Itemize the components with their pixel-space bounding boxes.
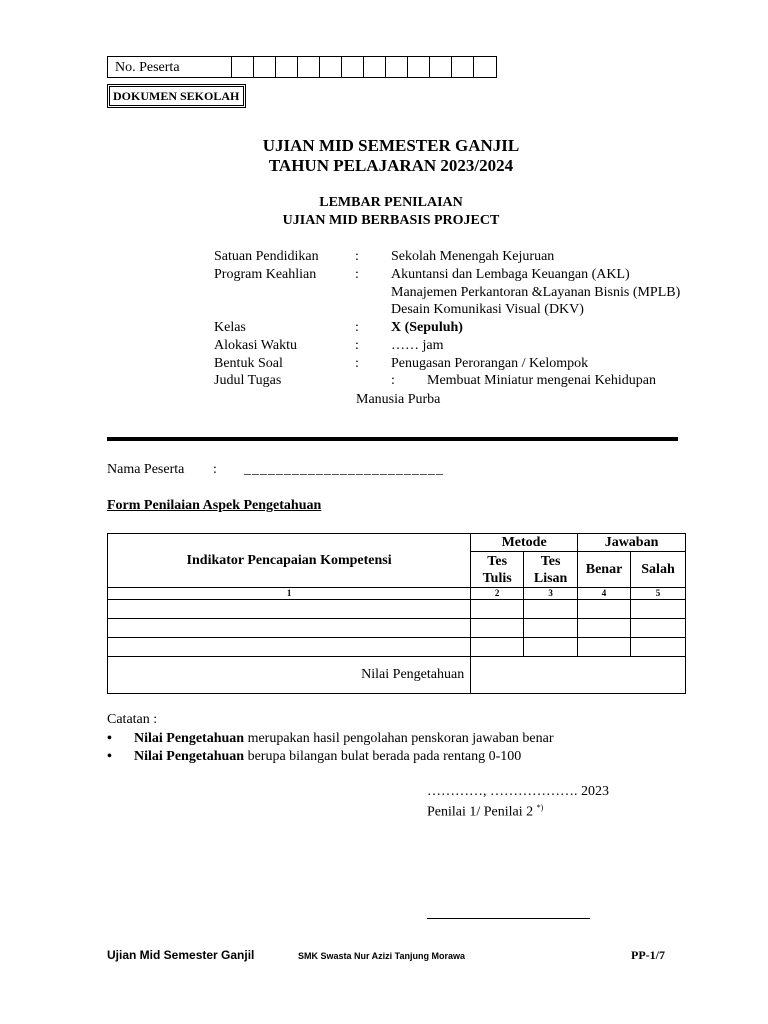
sheet-subtitle: UJIAN MID BERBASIS PROJECT <box>282 213 500 228</box>
peserta-digit-cell <box>474 57 496 77</box>
kelas-label: Kelas <box>214 320 246 335</box>
table-cell[interactable] <box>108 638 471 657</box>
peserta-digit-cell <box>408 57 430 77</box>
colon: : <box>355 338 359 353</box>
academic-year: TAHUN PELAJARAN 2023/2024 <box>268 156 514 175</box>
catatan-heading: Catatan : <box>107 712 158 727</box>
nilai-pengetahuan-value[interactable] <box>471 657 686 694</box>
note-bold: Nilai Pengetahuan <box>134 749 245 764</box>
penilai-label <box>427 803 543 821</box>
table-cell[interactable] <box>524 619 578 638</box>
alokasi-value: …… jam <box>391 338 444 353</box>
peserta-digit-cell <box>276 57 298 77</box>
divider-rule <box>107 437 678 441</box>
table-cell[interactable] <box>108 600 471 619</box>
nilai-pengetahuan-label: Nilai Pengetahuan <box>108 657 471 694</box>
peserta-digit-cell <box>452 57 474 77</box>
note-rest: berupa bilangan bulat berada pada rentang 0-100 <box>244 749 522 764</box>
peserta-digit-cell <box>430 57 452 77</box>
assessment-table <box>107 533 686 694</box>
judul-value-cont: Manusia Purba <box>356 392 441 407</box>
sheet-title: LEMBAR PENILAIAN <box>319 195 463 210</box>
penilai-footnote: *) <box>536 803 544 812</box>
colon: : <box>355 320 359 335</box>
table-row <box>108 600 686 619</box>
date-line: …………, ………………. 2023 <box>427 784 609 799</box>
dokumen-sekolah-label: DOKUMEN SEKOLAH <box>109 86 244 106</box>
peserta-label: No. Peserta <box>108 57 232 77</box>
table-row <box>108 619 686 638</box>
col-header-tes-lisan <box>524 552 578 588</box>
table-cell[interactable] <box>524 600 578 619</box>
column-number: 4 <box>578 588 631 600</box>
table-cell[interactable] <box>578 600 631 619</box>
tes-tulis-line2: Tulis <box>482 570 512 586</box>
tes-tulis-line1: Tes <box>487 553 508 569</box>
alokasi-label: Alokasi Waktu <box>214 338 297 353</box>
exam-info <box>0 248 768 418</box>
table-cell[interactable] <box>631 638 686 657</box>
peserta-number-box <box>107 56 497 78</box>
table-cell[interactable] <box>631 619 686 638</box>
tes-lisan-line2: Lisan <box>533 570 568 586</box>
peserta-digit-cell <box>298 57 320 77</box>
colon: : <box>355 267 359 282</box>
kelas-value: X (Sepuluh) <box>391 320 463 335</box>
peserta-digit-cell <box>364 57 386 77</box>
table-cell[interactable] <box>108 619 471 638</box>
bullet-icon: • <box>107 731 112 746</box>
table-cell[interactable] <box>471 619 524 638</box>
bentuk-value: Penugasan Perorangan / Kelompok <box>391 356 589 371</box>
table-cell[interactable] <box>471 600 524 619</box>
peserta-digit-cell <box>386 57 408 77</box>
tes-lisan-line1: Tes <box>540 553 561 569</box>
judul-value: Membuat Miniatur mengenai Kehidupan <box>427 373 656 388</box>
note-item <box>107 749 707 767</box>
peserta-digit-cell <box>342 57 364 77</box>
note-text <box>134 749 521 765</box>
program-value-akl: Akuntansi dan Lembaga Keuangan (AKL) <box>391 267 630 282</box>
penilai-text: Penilai 1/ Penilai 2 <box>427 804 537 820</box>
note-text <box>134 731 554 747</box>
signature-line <box>427 918 590 919</box>
bullet-icon: • <box>107 749 112 764</box>
column-number: 3 <box>524 588 578 600</box>
bentuk-label: Bentuk Soal <box>214 356 283 371</box>
footer-page-number: PP-1/7 <box>631 948 665 962</box>
colon: : <box>355 356 359 371</box>
column-number: 1 <box>108 588 471 600</box>
note-bold: Nilai Pengetahuan <box>134 731 245 746</box>
colon: : <box>355 249 359 264</box>
table-cell[interactable] <box>631 600 686 619</box>
program-label: Program Keahlian <box>214 267 317 282</box>
table-row <box>108 638 686 657</box>
column-number-row <box>108 588 686 600</box>
col-header-indikator: Indikator Pencapaian Kompetensi <box>108 534 471 588</box>
note-item <box>107 731 707 749</box>
nama-peserta-label: Nama Peserta <box>107 462 185 477</box>
col-header-jawaban: Jawaban <box>578 534 686 552</box>
peserta-digit-cell <box>320 57 342 77</box>
peserta-digit-cell <box>232 57 254 77</box>
nilai-row <box>108 657 686 694</box>
colon: : <box>213 462 217 477</box>
footer-school-name: SMK Swasta Nur Azizi Tanjung Morawa <box>298 951 466 961</box>
note-rest: merupakan hasil pengolahan penskoran jawaban benar <box>244 731 554 746</box>
footer-exam-name: Ujian Mid Semester Ganjil <box>107 948 255 962</box>
judul-label: Judul Tugas <box>214 373 282 388</box>
col-header-tes-tulis <box>471 552 524 588</box>
table-cell[interactable] <box>471 638 524 657</box>
program-value-mplb: Manajemen Perkantoran &Layanan Bisnis (MPLB) <box>391 285 681 300</box>
colon: : <box>391 373 395 388</box>
table-cell[interactable] <box>578 619 631 638</box>
table-cell[interactable] <box>578 638 631 657</box>
satuan-value: Sekolah Menengah Kejuruan <box>391 249 555 264</box>
form-title: Form Penilaian Aspek Pengetahuan <box>107 498 322 513</box>
col-header-metode: Metode <box>471 534 578 552</box>
column-number: 5 <box>631 588 686 600</box>
nama-peserta-field[interactable]: _________________________ <box>244 462 444 477</box>
col-header-benar: Benar <box>578 552 631 588</box>
exam-title: UJIAN MID SEMESTER GANJIL <box>262 136 520 155</box>
column-number: 2 <box>471 588 524 600</box>
program-value-dkv: Desain Komunikasi Visual (DKV) <box>391 302 584 317</box>
table-cell[interactable] <box>524 638 578 657</box>
peserta-digit-cell <box>254 57 276 77</box>
col-header-salah: Salah <box>631 552 686 588</box>
dokumen-sekolah-badge <box>107 84 246 108</box>
satuan-label: Satuan Pendidikan <box>214 249 319 264</box>
